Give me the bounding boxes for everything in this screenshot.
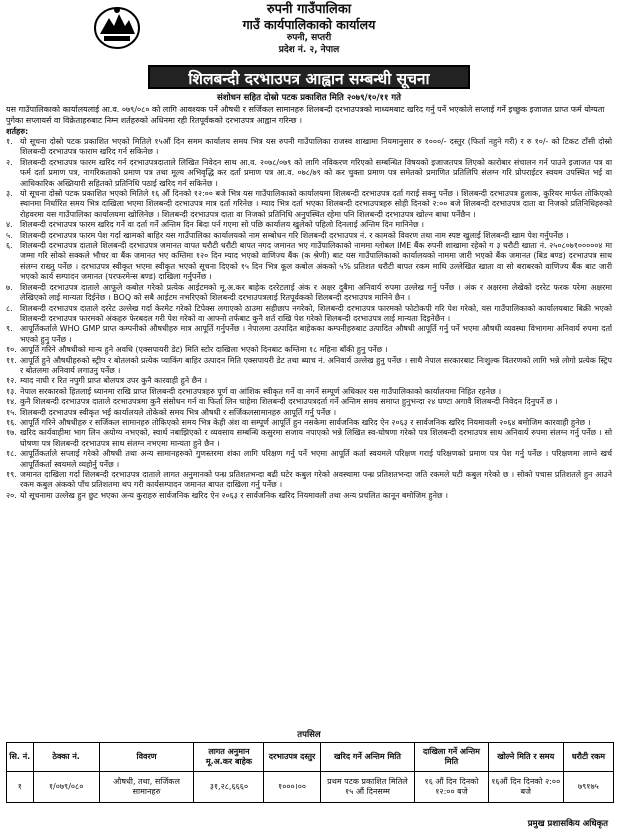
- condition-number: १९.: [6, 470, 17, 479]
- schedule-header-cell: सि. नं.: [7, 743, 34, 772]
- condition-text: म्याद नाघी र रित नपुगी प्राप्त बोलपत्र उपर कुनै कारवाही हुने छैन ।: [20, 376, 208, 386]
- condition-item: [6, 158, 612, 189]
- conditions-heading: शर्तहरु:: [6, 127, 29, 136]
- condition-number: १०.: [6, 345, 17, 355]
- condition-text: शिलबन्दी दरभाउपत्र फारम पेश गर्दा खामको बाहिर यस गाउँपालिका कार्यालयको नाम सम्बोधन गरि शिलबन्दी दरभाउपत्र नं. र कामको विवरण तथा नाम स्पष्ट खुलाई शिलबन्दी खाम पेश गर्नुपर्नेछ ।: [20, 230, 569, 240]
- schedule-table: [6, 742, 614, 803]
- condition-item: [6, 491, 612, 501]
- condition-item: [6, 397, 612, 407]
- condition-text: यो सूचना दोस्रो पटक प्रकाशित भएको मितिले १६ औं दिनको १२:०० बजे भित्र यस गाउँपालिकाको कार्यालयमा शिलबन्दी दरभाउपत्र दर्ता गराई सक्नु पर्नेछ । शिलबन्दी दरभाउपत्र हुलाक, कुरियर मार्फत तोकिएको स्थानमा निर्धारित समय भित्र दाखिला भएमा शिलबन्दी दरभाउपत्र मात्र दर्ता गरिनेछ । म्याद भित्र दर्ता भएका शिलबन्दी दरभाउपत्रहरु सोही दिनको २:०० बजे शिलबन्दी दरभाउपत्र दाता वा निजको प्रतिनिधिहरुको रोहवरमा यस गाउँपालिका कार्यालयमा खोलिनेछ । शिलबन्दी दरभाउपत्र दाता वा निजको प्रतिनिधि अनुपस्थित रहेमा पनि शिलबन्दी दरभाउपत्र खोल्न बाधा पर्नेछैन ।: [20, 189, 612, 219]
- condition-number: ८.: [6, 303, 13, 313]
- condition-item: [6, 220, 612, 230]
- condition-number: १५.: [6, 407, 17, 417]
- condition-item: [6, 137, 612, 158]
- schedule-cell: १६औं दिन दिनको २:०० बजे: [488, 772, 563, 803]
- schedule-cell: प्रथम पटक प्रकाशित मितिले १५ औं दिनसम्म: [320, 772, 415, 803]
- condition-item: [6, 324, 612, 345]
- condition-text: शिलबन्दी दरभाउपत्र दाताले दररेट उल्लेख गर्दा केरमेट गरेको टिपेक्स लगाएको ठाउमा सहीछाप नगरेको, शिलबन्दी दरभाउपत्र फारमको फोटोकपी गरि पेश गरेको, यस गाउँपालिकाको कार्यालयबाट बिक्री भएको शिलबन्दी दरभाउपत्र फारमको अंकहरु फेरबदल गरी पेश गरेको वा आफ्नो तर्फबाट कुनै शर्त राखि पेश गरेको शिलबन्दी दरभाउपत्र लाई मान्यता दिइनेछैन ।: [20, 303, 612, 323]
- condition-number: २.: [6, 157, 13, 167]
- condition-number: ९.: [6, 324, 13, 334]
- condition-number: २०.: [6, 490, 17, 500]
- province-line: प्रदेश नं. २, नेपाल: [278, 45, 340, 55]
- intro-paragraph: [6, 104, 612, 137]
- condition-number: ११.: [6, 355, 17, 365]
- schedule-header-cell: दाखिला गर्ने अन्तिम मिति: [415, 743, 488, 772]
- schedule-header-row: [7, 743, 614, 772]
- condition-text: यो सूचना दोस्रो पटक प्रकाशित भएको मितिले १५औं दिन समम कार्यालय समय भित्र यस रुपनी गाउँपालिका राजस्व शाखामा नियमानुसार रु १०००/- दस्तुर (फिर्ता नहुने गरी) र रु १०/- को टिकट टाँसी दोस्रो शिलबन्दी दरभाउपत्र फाराम खरिद गर्न सकिनेछ ।: [20, 137, 612, 157]
- condition-text: नेपाल सरकारको हितलाई ध्यानमा राखि प्राप्त शिलबन्दी दरभाउपत्रहरु पूर्ण वा आंशिक स्वीकृत गर्ने वा नगर्ने सम्पूर्ण अधिकार यस गाउँपालिकाको कार्यालयमा निहित रहनेछ ।: [20, 386, 502, 396]
- schedule-header-cell: ठेक्का नं.: [33, 743, 99, 772]
- condition-number: ४.: [6, 220, 13, 230]
- address-line: रुपनी, सप्तरी: [286, 33, 332, 43]
- condition-text: शिलबन्दी दरभाउपत्र फारम खरिद गर्ने वा दर्ता गर्ने अन्तिम दिन बिदा पर्न गएमा सो पछि कार्यालय खुलेको पहिलो दिनलाई अन्तिम दिन मानिनेछ ।: [20, 220, 425, 230]
- condition-item: [6, 304, 612, 325]
- condition-item: [6, 387, 612, 397]
- condition-number: १८.: [6, 449, 17, 459]
- condition-number: ७.: [6, 282, 13, 292]
- condition-item: [6, 470, 612, 491]
- schedule-cell: १: [7, 772, 34, 803]
- schedule-header-cell: दरभाउपत्र दस्तुर: [264, 743, 320, 772]
- condition-text: आपूर्ति गरिने औषधीको मान्य हुने अवधि (एक्सपायरी डेट) मिति स्टोर दाखिला भएको दिनबाट कम्तिमा १८ महिना बाँकी हुनु पर्नेछ ।: [20, 345, 388, 355]
- condition-text: यो सूचनामा उल्लेख हुन छुट भएका अन्य कुराहरु सार्वजनिक खरिद ऐन २०६३ र सार्वजनिक खरिद नियमावली तथा अन्य प्रचलित कानून बमोजिम हुनेछ ।: [20, 490, 448, 500]
- notice-title: शिलबन्दी दरभाउपत्र आह्वान सम्बन्धी सूचना: [148, 65, 470, 89]
- letterhead: [0, 2, 618, 64]
- schedule-header-cell: विवरण: [99, 743, 194, 772]
- condition-item: [6, 356, 612, 377]
- condition-number: १४.: [6, 397, 17, 407]
- condition-text: शिलबन्दी दरभाउपत्र फारम खरिद गर्न दरभाउपत्रदाताले लिखित निवेदन साथ आ.व. २०७८/०७९ को लागि नविकरण गरिएको सम्बन्धित विषयको इजाजतपत्र लिएको कारोबार संचालन गर्न पाउने इजाजत पत्र वा फर्म दर्ता प्रमाण पत्र, नागरिकताको प्रमाण पत्र तथा मूल्य अभिवृद्धि कर दर्ता प्रमाण पत्र आ.व. ०७८/७९ को कर चुक्ता प्रमाण पत्र समेतको प्रमाणित प्रतिलिपि संलग्न गरि प्रोपराईटर स्वयम उपस्थित भई वा आधिकारिक अख्तियारी सहितको प्रतिनिधि पठाई खरिद गर्न सकिनेछ ।: [20, 157, 612, 188]
- conditions-list: [6, 137, 612, 501]
- condition-text: आपूर्तिकर्ताले WHO GMP प्राप्त कम्पनीको औषधीहरु मात्र आपूर्ति गर्नुपर्नेछ । नेपालमा उत्पादित बाहेकका कम्पनीहरुबाट उत्पादित औषधी आपूर्ति गर्नु पर्ने भएमा औषधी व्यवस्था विभागमा अनिवार्य रुपमा दर्ता भएको हुनु पर्नेछ ।: [20, 324, 612, 344]
- condition-text: खरिद कार्यवाहीमा भाग लिन अयोग्य नभएको, स्वार्थ नबाझिएको र व्यवसाय सम्बन्धि कसुरमा सजाय नपाएको भन्ने लिखित स्व-घोषणा गरेको पत्र शिलबन्दी दरभाउपत्र साथ अनिवार्य रुपमा संलग्न गर्नु पर्नेछ । सो घोषणा पत्र शिलबन्दी दरभाउपत्र साथ संलग्न नभएमा मान्यता हुने छैन ।: [20, 428, 612, 448]
- condition-item: [6, 283, 612, 304]
- condition-text: शिलबन्दी दरभाउपत्र दाताले आफूले कबोल गरेको प्रत्येक आईटमको मू.अ.कर बाहेक दररेटलाई अंक र अक्षर दुबैमा अनिवार्य रुपमा उल्लेख गर्नु पर्नेछ । अंक र अक्षरमा लेखेको दररेट फरक परेमा अक्षरमा लेखिएको लाई मान्यता दिईनेछ । BOQ को सबै आईटम नभरिएको शिलबन्दी दरभाउपत्रलाई रितपूर्वकको शिलबन्दी दरभाउपत्र मानिने छैन ।: [20, 282, 612, 303]
- condition-number: १.: [6, 137, 13, 146]
- nepal-emblem-icon: [92, 4, 142, 50]
- condition-text: कुनै शिलबन्दी दरभाउपत्र दाताले दरभाउपत्रमा कुनै संसोधन गर्न वा फिर्ता लिन चाहेमा शिलबन्दी दरभाउपत्रदर्ता गर्ने अन्तिम समय समाप्त हुनुभन्दा २४ घण्टा अगावै शिलबन्दी निवेदन दिनुपर्ने छ ।: [20, 397, 558, 407]
- condition-item: [6, 418, 612, 428]
- condition-number: १७.: [6, 428, 17, 438]
- condition-text: आपूर्ति गरिने औषधीहरु र सर्जिकल सामानहरु तोकिएको समय भित्र केही अंश वा सम्पूर्ण आपूर्ति हुन नसकेमा सार्वजनिक खरिद ऐन २०६३ र सार्वजनिक खरिद नियमावली २०६४ बमोजिम कारवाही हुनेछ ।: [20, 417, 591, 427]
- condition-text: जमानत दाखिला गर्दा शिलबन्दी दरभाउपत्र दाताले लागत अनुमानको पन्ध्र प्रतिशतभन्दा बढी घटेर कबुल गरेको अवस्थामा पन्ध्र प्रतिशतभन्दा जति रकमले घटी कबुल गरेको छ । सोको पचास प्रतिशतले हुन आउने रकम कबुल अंकको पाँच प्रतिशतमा थप गरी कार्यसम्पादन जमानत बापत दाखिला गर्नु पर्नेछ ।: [20, 470, 612, 490]
- schedule-cell: १६ औं दिन दिनको १२:०० बजे: [415, 772, 488, 803]
- schedule-header-cell: धरौटी रकम: [563, 743, 613, 772]
- condition-item: [6, 241, 612, 283]
- condition-text: शिलबन्दी दरभाउपत्र स्वीकृत भई कार्यालयले तोकेको समय भित्र औषधी र सर्जिकलसामानहरु आपूर्ति गर्नु पर्नेछ ।: [20, 407, 337, 417]
- condition-text: आपूर्ति हुने औषधीहरुको स्ट्रीप र बोतलको प्रत्येक प्याकिंग बाहिर उत्पादन मिति एक्सपायरी डेट तथा ब्याच नं. अनिवार्य उल्लेख हुनु पर्नेछ । साथै नेपाल सरकारबाट निःशुल्क वितरणको लागि भन्ने लोगो प्रत्येक स्ट्रिप र बोतलमा अनिवार्य लगाउनु पर्नेछ ।: [20, 355, 612, 375]
- condition-number: ६.: [6, 241, 13, 251]
- condition-number: १२.: [6, 376, 17, 386]
- condition-number: ३.: [6, 189, 13, 199]
- schedule-cell: ३१,२८,६६६०: [194, 772, 264, 803]
- intro-text: यस गाउँपालिकाको कार्यालयलाई आ.व. ०७९/०८० को लागि आवश्यक पर्ने औषधी र सर्जिकल सामानहरु शिलबन्दी दरभाउपत्रको माध्यमबाट खरिद गर्नु पर्ने भएकोले सप्लाई गर्ने इच्छुक इजाजत प्राप्त फर्म योग्यता पुगेका सप्लायर्स वा विक्रेताहरुबाट निम्न शर्तहरुको अधिनमा रही रितपूर्वकको दरभाउपत्र आह्वान गरिन्छ ।: [6, 105, 605, 125]
- schedule-header-cell: खरिद गर्ने अन्तिम मिति: [320, 743, 415, 772]
- municipality-name: रुपनी गाउँपालिका: [266, 2, 352, 17]
- schedule-cell: औषधी, तथा, सर्जिकल सामानहरु: [99, 772, 194, 803]
- condition-item: [6, 231, 612, 241]
- schedule-header-cell: खोल्ने मिति र समय: [488, 743, 563, 772]
- schedule-cell: १०००।००: [264, 772, 320, 803]
- schedule-cell: ७९१७५: [563, 772, 613, 803]
- condition-text: शिलबन्दी दरभाउपत्र दाताले शिलबन्दी दरभाउपत्र जमानत वापत घरौटी धरौटी बापत नगद जमानत भए गाउँपालिकाको नाममा ग्लोबल IME बैंक रुपनी शाखामा रहेको ग ३ घरौटी खाता नं. २५०८०७१०००००४ मा जम्मा गरि सोको सक्कले भौचर वा बैंक जमानत भए कम्तिमा १२० दिन म्याद भएको वाणिज्य बैंक (क श्रेणी) बाट यस गाउँपालिकाको कार्यालयको नाममा जारी भएको बैंक जमानत (बिड बण्ड) दरभाउपत्र साथ संलग्न राख्नु पर्नेछ । दरभाउपत्र स्वीकृत भएमा स्वीकृत भएको सूचना दिएको १५ दिन भित्र कूल कबोल अंकको ५% प्रतिशत धरौटी बापत रकम माथि उल्लेखित खाता वा सो बराबरको वाणिज्य बैंक बाट जारी भएको कार्य सम्पादन जमानत (परफरमेन्स बण्ड) दाखिला गर्नुपर्नेछ ।: [20, 241, 612, 282]
- condition-number: १६.: [6, 417, 17, 427]
- office-name: गाउँ कार्यपालिकाको कार्यालय: [242, 17, 376, 32]
- condition-item: [6, 428, 612, 449]
- schedule-title: तपसिल: [297, 730, 321, 740]
- condition-item: [6, 449, 612, 470]
- signature-title: प्रमुख प्रशासकिय अधिकृत: [527, 819, 608, 829]
- condition-item: [6, 189, 612, 220]
- schedule-cell: १/०७९/०८०: [33, 772, 99, 803]
- condition-number: ५.: [6, 230, 13, 240]
- condition-item: [6, 376, 612, 386]
- condition-item: [6, 408, 612, 418]
- table-row: [7, 772, 614, 803]
- condition-text: आपूर्तिकर्ताले सप्लाई गरेको औषधी तथा अन्य सामानहरुको गुणस्तरमा शंका लागि परिक्षण गर्नु पर्ने भएमा आपूर्ति कर्ता स्वयमले परिक्षण गराई परिक्षणको प्रमाण पत्र पेश गर्नु पर्नेछ । परिक्षणमा लाग्ने खर्च आपूर्तिकर्ता स्वयमले व्यहोर्नु पर्नेछ ।: [20, 449, 612, 469]
- condition-item: [6, 345, 612, 355]
- condition-number: १३.: [6, 386, 17, 396]
- schedule-header-cell: लागत अनुमान मू.अ.कर बाहेक: [194, 743, 264, 772]
- notice-subtitle: संशोधन सहित दोस्रो पटक प्रकाशित मिति २०७९/१०/११ गते: [216, 93, 401, 103]
